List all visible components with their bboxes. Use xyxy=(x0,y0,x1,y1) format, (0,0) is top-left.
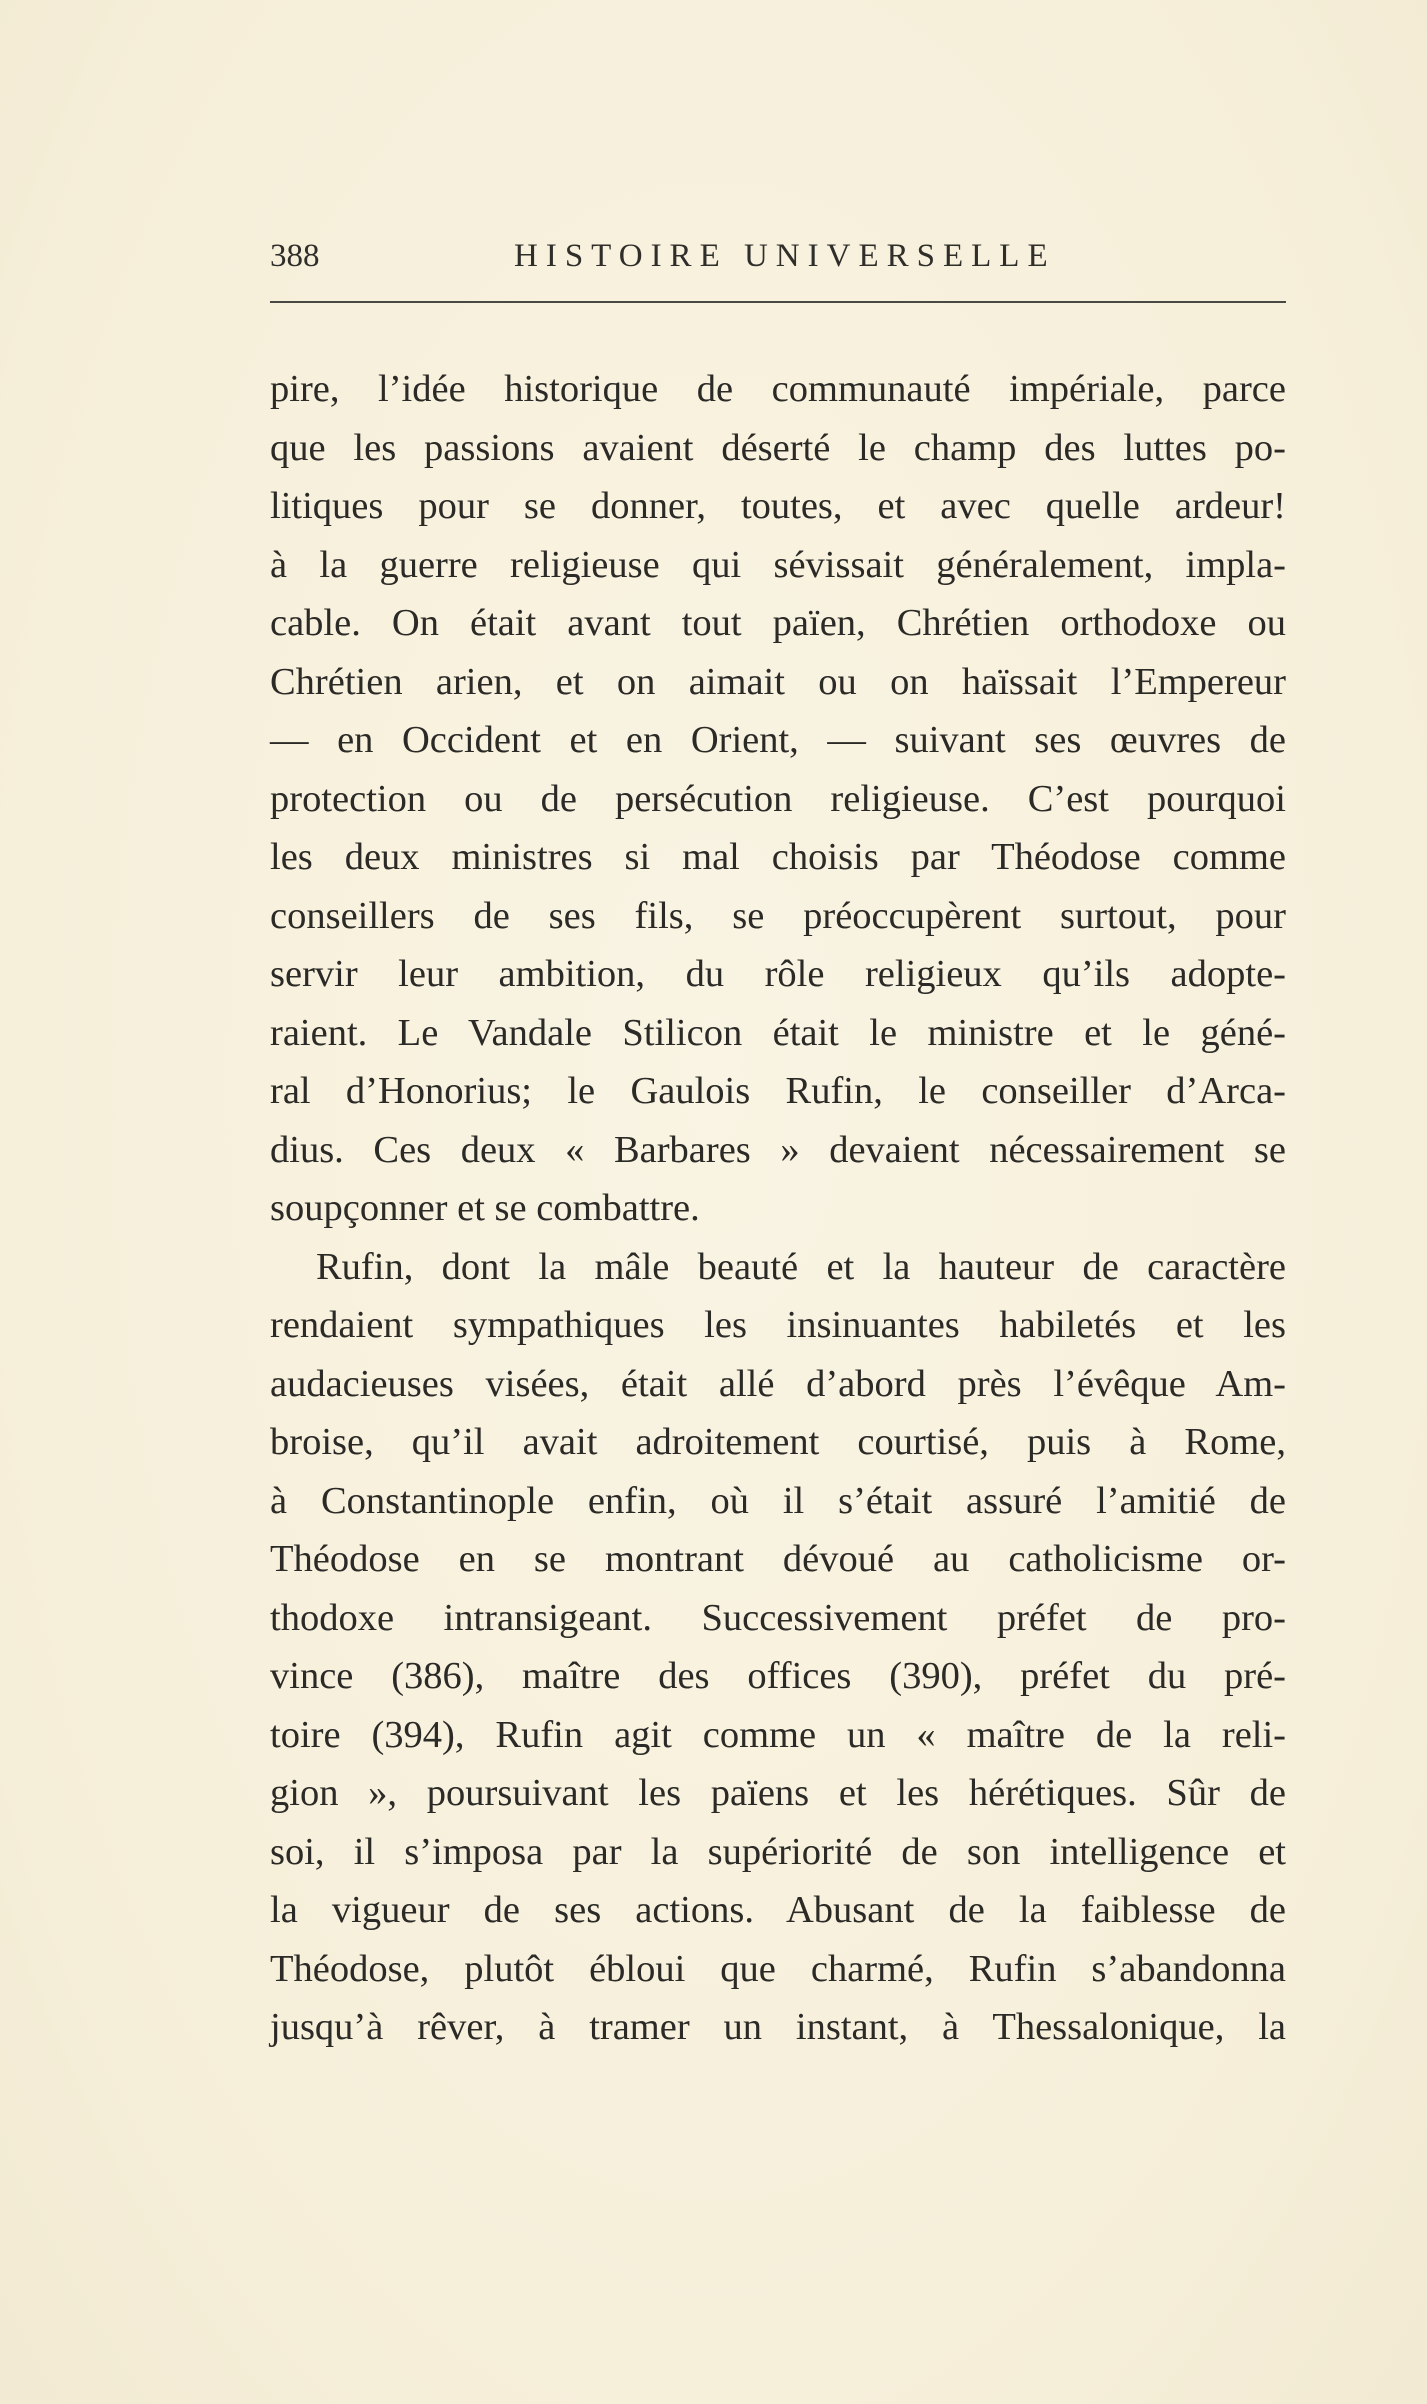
text-line: à la guerre religieuse qui sévissait généralement, impla- xyxy=(270,543,1286,586)
text-line: conseillers de ses fils, se préoccupèrent surtout, pour xyxy=(270,894,1286,937)
paragraph-start-line: Rufin, dont la mâle beauté et la hauteur de caractère xyxy=(316,1245,1286,1288)
text-line: les deux ministres si mal choisis par Théodose comme xyxy=(270,836,1286,878)
text-line: protection ou de persécution religieuse. C’est pourquoi xyxy=(270,777,1286,820)
text-line: pire, l’idée historique de communauté impériale, parce xyxy=(270,368,1286,410)
running-head xyxy=(270,232,1286,280)
text-line: servir leur ambition, du rôle religieux qu’ils adopte- xyxy=(270,953,1286,995)
header-rule xyxy=(270,301,1286,303)
text-line: thodoxe intransigeant. Successivement préfet de pro- xyxy=(270,1596,1286,1639)
running-title: HISTOIRE UNIVERSELLE xyxy=(514,238,1056,274)
page-number: 388 xyxy=(270,238,320,274)
text-line: la vigueur de ses actions. Abusant de la faiblesse de xyxy=(270,1889,1286,1931)
text-line: soi, il s’imposa par la supériorité de son intelligence et xyxy=(270,1830,1286,1873)
body-text xyxy=(270,360,1286,2057)
text-line: rendaient sympathiques les insinuantes habiletés et les xyxy=(270,1304,1286,1346)
text-line: vince (386), maître des offices (390), préfet du pré- xyxy=(270,1655,1286,1697)
text-line: ral d’Honorius; le Gaulois Rufin, le conseiller d’Arca- xyxy=(270,1070,1286,1112)
text-line: toire (394), Rufin agit comme un « maître de la reli- xyxy=(270,1713,1286,1756)
text-line: Théodose en se montrant dévoué au catholicisme or- xyxy=(270,1538,1286,1580)
text-line: broise, qu’il avait adroitement courtisé, puis à Rome, xyxy=(270,1421,1286,1463)
text-line: à Constantinople enfin, où il s’était assuré l’amitié de xyxy=(270,1479,1286,1522)
text-line: litiques pour se donner, toutes, et avec quelle ardeur! xyxy=(270,485,1286,527)
text-line: que les passions avaient déserté le champ des luttes po- xyxy=(270,426,1286,469)
text-line: jusqu’à rêver, à tramer un instant, à Thessalonique, la xyxy=(270,2006,1286,2048)
text-line: audacieuses visées, était allé d’abord près l’évêque Am- xyxy=(270,1362,1286,1405)
text-line: — en Occident et en Orient, — suivant ses œuvres de xyxy=(270,719,1286,761)
paragraph-end-line: soupçonner et se combattre. xyxy=(270,1187,700,1229)
text-line: cable. On était avant tout païen, Chrétien orthodoxe ou xyxy=(270,602,1286,644)
text-line: raient. Le Vandale Stilicon était le ministre et le géné- xyxy=(270,1011,1286,1054)
text-line: gion », poursuivant les païens et les hérétiques. Sûr de xyxy=(270,1772,1286,1814)
text-line: Chrétien arien, et on aimait ou on haïssait l’Empereur xyxy=(270,660,1286,703)
text-line: Théodose, plutôt ébloui que charmé, Rufin s’abandonna xyxy=(270,1947,1286,1990)
text-line: dius. Ces deux « Barbares » devaient nécessairement se xyxy=(270,1128,1286,1171)
